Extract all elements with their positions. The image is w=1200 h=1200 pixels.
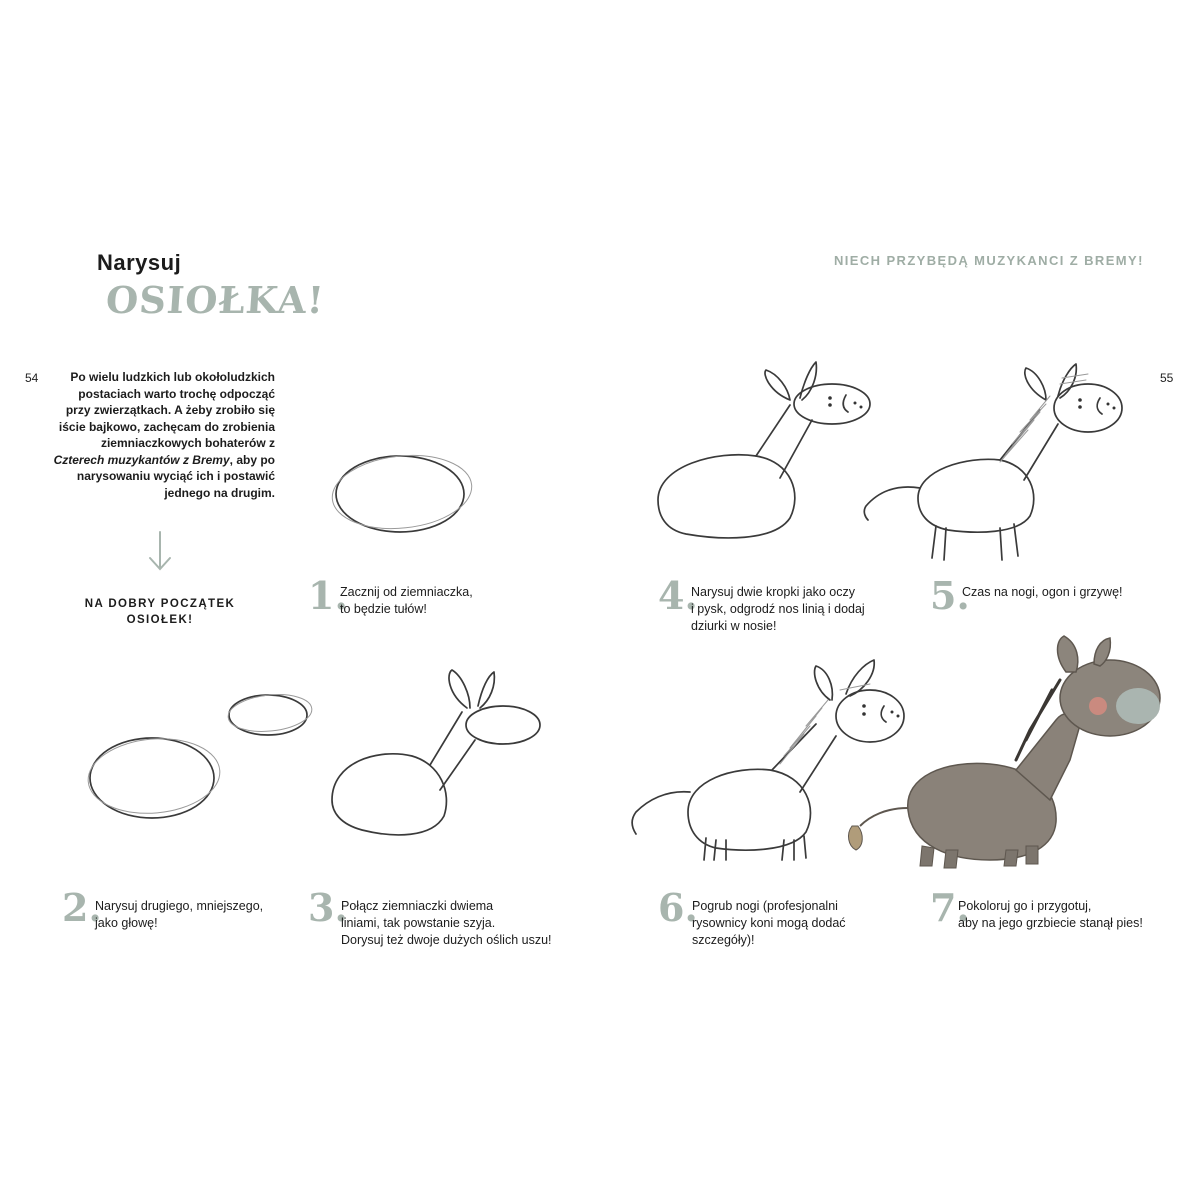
running-head: NIECH PRZYBĘDĄ MUZYKANCI Z BREMY!: [834, 253, 1144, 268]
step-7-caption: Pokoloruj go i przygotuj, aby na jego grzbiecie stanął pies!: [958, 899, 1143, 930]
page-number-right: 55: [1160, 371, 1174, 385]
intro-paragraph: Po wielu ludzkich lub okołoludzkich postaciach warto trochę odpocząć przy zwierzątkach. A żeby zrobiło się iście bajkowo, zachęcam do zrobienia ziemniaczkowych bohaterów z Czterech muzykantów z Bremy, aby po narysowaniu wyciąć ich i postawić jednego na drugim.: [53, 370, 275, 500]
step-7-drawing: [849, 636, 1160, 868]
step-4-caption: Narysuj dwie kropki jako oczy i pysk, odgrodź nos linią i dodaj dziurki w nosie!: [691, 585, 865, 633]
intro-book-title: Czterech muzykantów z Bremy: [53, 452, 230, 467]
step-3-drawing: [332, 670, 540, 835]
step-5-drawing: [864, 364, 1122, 560]
step-1-drawing: [329, 449, 476, 535]
step-1-number: 1.: [308, 573, 348, 618]
step-1-caption: Zacznij od ziemniaczka, to będzie tułów!: [340, 585, 473, 616]
step-6-number: 6.: [658, 885, 698, 930]
step-7-number: 7.: [930, 885, 970, 930]
step-5-number: 5.: [930, 573, 970, 618]
step-3-caption: Połącz ziemniaczki dwiema liniami, tak powstanie szyja. Dorysuj też dwoje dużych oślich uszu!: [341, 899, 552, 947]
step-2-number: 2.: [62, 885, 102, 930]
step-4-drawing: [658, 362, 870, 538]
step-3-number: 3.: [308, 885, 348, 930]
step-4-number: 4.: [658, 573, 698, 618]
title-osiolka: OSIOŁKA!: [104, 278, 326, 322]
step-6-caption: Pogrub nogi (profesjonalni rysownicy koni mogą dodać szczegóły)!: [692, 899, 846, 947]
title-narysuj: Narysuj: [97, 250, 182, 275]
step-2-drawing: [85, 691, 314, 819]
step-5-caption: Czas na nogi, ogon i grzywę!: [962, 585, 1123, 599]
page-number-left: 54: [25, 371, 39, 385]
step-2-caption: Narysuj drugiego, mniejszego, jako głowę!: [95, 899, 264, 930]
kicker: NA DOBRY POCZĄTEK OSIOŁEK!: [84, 598, 236, 626]
down-arrow-icon: [150, 532, 170, 569]
step-6-drawing: [632, 660, 904, 860]
